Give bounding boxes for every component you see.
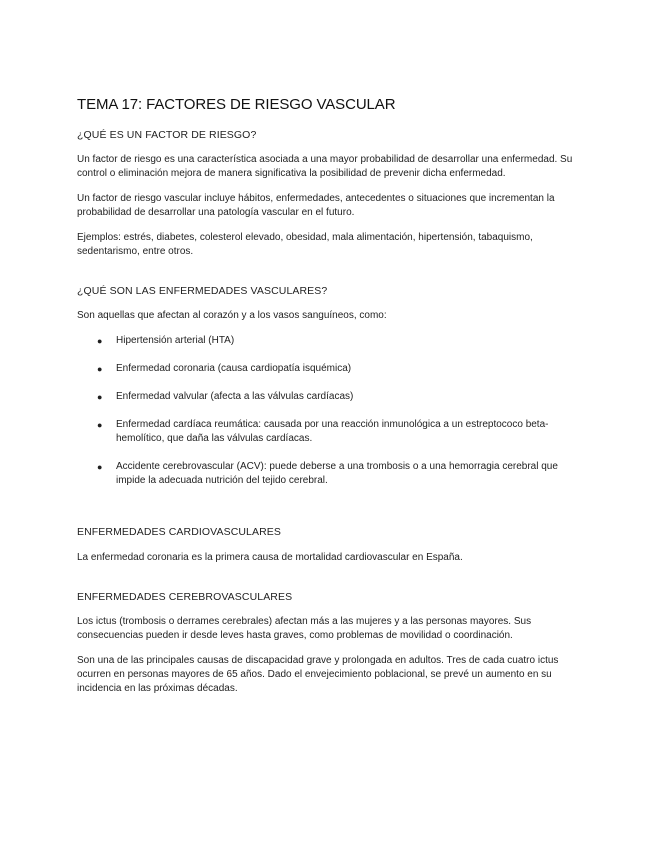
paragraph-risk-factor-definition: Un factor de riesgo es una característica asociada a una mayor probabilidad de desarrollar una enfermedad. Su control o eliminación mejora de manera significativa la posibilidad de prevenir dicha enfermedad. bbox=[77, 154, 573, 179]
list-item bbox=[77, 460, 585, 488]
paragraph-disability: Son una de las principales causas de discapacidad grave y prolongada en adultos. Tres de cada cuatro ictus ocurren en personas mayores de 65 años. Dado el envejecimiento poblacional, se prevé un aumento en su incidencia en las próximas décadas. bbox=[77, 655, 559, 694]
bullet-icon: ● bbox=[97, 392, 103, 402]
list-item-text: Enfermedad cardíaca reumática: causada por una reacción inmunológica a un estreptococo beta-hemolítico, que daña las válvulas cardíacas. bbox=[116, 419, 549, 444]
bullet-icon: ● bbox=[97, 462, 103, 472]
bullet-icon: ● bbox=[97, 364, 103, 374]
list-item bbox=[77, 390, 585, 404]
bullet-icon: ● bbox=[97, 336, 103, 346]
paragraph-vascular-intro: Son aquellas que afectan al corazón y a los vasos sanguíneos, como: bbox=[77, 310, 387, 321]
section-heading-vascular-diseases: ¿QUÉ SON LAS ENFERMEDADES VASCULARES? bbox=[77, 285, 328, 297]
section-heading-cardiovascular: ENFERMEDADES CARDIOVASCULARES bbox=[77, 526, 281, 538]
list-item-text: Enfermedad coronaria (causa cardiopatía isquémica) bbox=[116, 363, 352, 374]
page-title: TEMA 17: FACTORES DE RIESGO VASCULAR bbox=[77, 96, 396, 113]
vascular-disease-list bbox=[77, 334, 585, 488]
section-heading-cerebrovascular: ENFERMEDADES CEREBROVASCULARES bbox=[77, 591, 293, 603]
list-item-text: Accidente cerebrovascular (ACV): puede deberse a una trombosis o a una hemorragia cerebral que impide la adecuada nutrición del tejido cerebral. bbox=[116, 461, 558, 486]
paragraph-examples: Ejemplos: estrés, diabetes, colesterol elevado, obesidad, mala alimentación, hipertensión, tabaquismo, sedentarismo, entre otros. bbox=[77, 232, 533, 257]
bullet-icon: ● bbox=[97, 420, 103, 430]
list-item bbox=[77, 418, 585, 446]
list-item-text: Enfermedad valvular (afecta a las válvulas cardíacas) bbox=[116, 391, 354, 402]
paragraph-vascular-risk-factor: Un factor de riesgo vascular incluye hábitos, enfermedades, antecedentes o situaciones que incrementan la probabilidad de desarrollar una patología vascular en el futuro. bbox=[77, 193, 555, 218]
paragraph-ictus: Los ictus (trombosis o derrames cerebrales) afectan más a las mujeres y a las personas mayores. Sus consecuencias pueden ir desde leves hasta graves, como problemas de movilidad o coordinación. bbox=[77, 616, 532, 641]
list-item bbox=[77, 362, 585, 376]
paragraph-coronary: La enfermedad coronaria es la primera causa de mortalidad cardiovascular en España. bbox=[77, 552, 463, 563]
list-item bbox=[77, 334, 585, 348]
section-heading-risk-factor: ¿QUÉ ES UN FACTOR DE RIESGO? bbox=[77, 129, 257, 141]
list-item-text: Hipertensión arterial (HTA) bbox=[116, 335, 235, 346]
document-content bbox=[77, 95, 585, 696]
